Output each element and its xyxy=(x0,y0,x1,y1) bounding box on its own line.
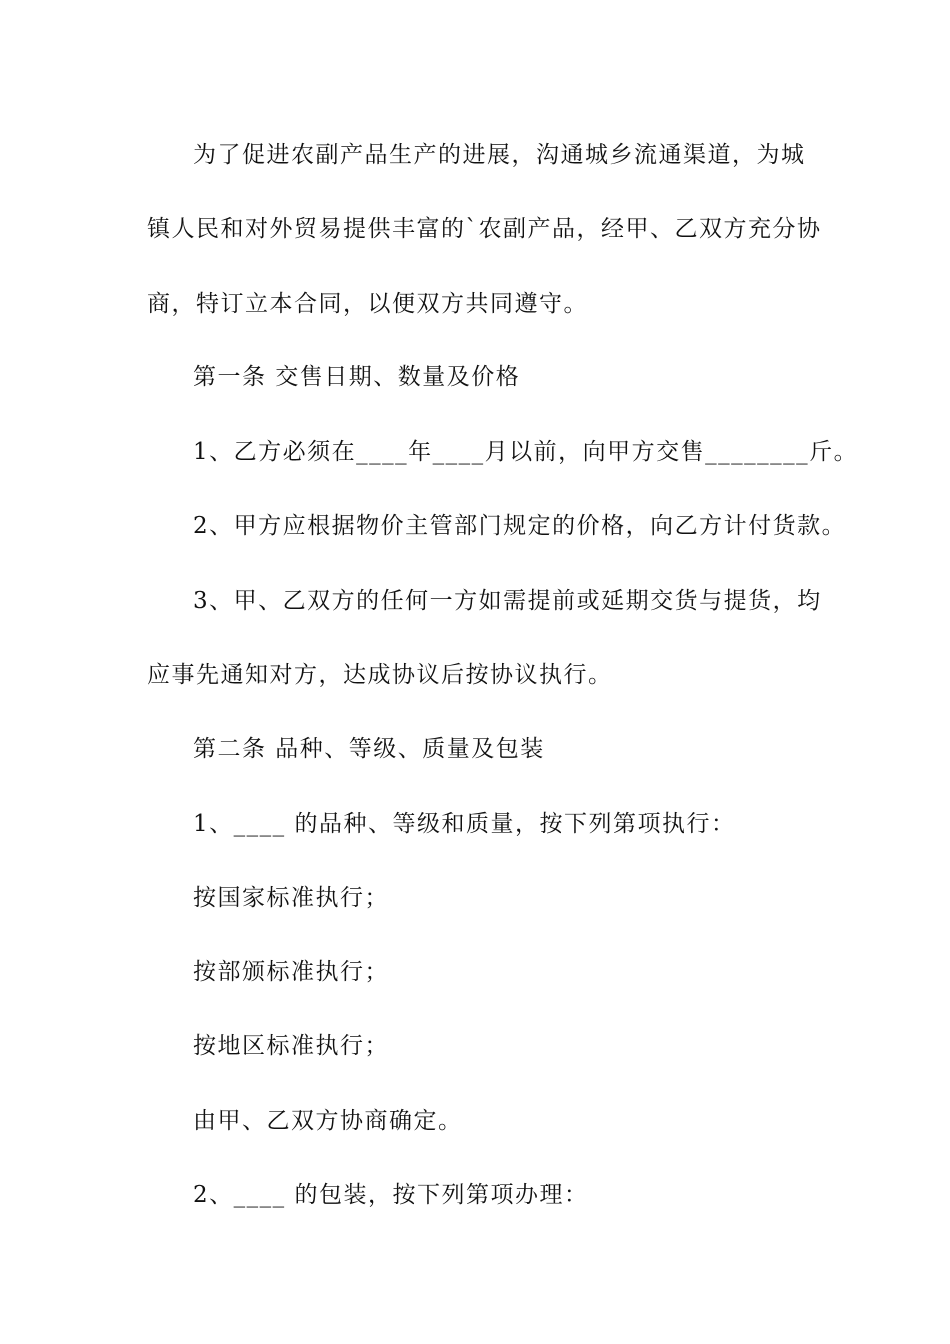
option-mutual-agreement: 由甲、乙双方协商确定。 xyxy=(193,1108,463,1134)
paragraph-line-3: 商，特订立本合同，以便双方共同遵守。 xyxy=(147,291,588,317)
option-national-standard: 按国家标准执行； xyxy=(193,885,389,911)
option-regional-standard: 按地区标准执行； xyxy=(193,1033,389,1059)
paragraph-line-1: 为了促进农副产品生产的进展，沟通城乡流通渠道，为城 xyxy=(193,142,806,168)
clause-1-1: 1、乙方必须在____年____月以前，向甲方交售________斤。 xyxy=(193,439,859,465)
clause-1-3-line-1: 3、甲、乙双方的任何一方如需提前或延期交货与提货，均 xyxy=(193,588,822,614)
article-2-heading: 第二条 品种、等级、质量及包装 xyxy=(193,736,545,762)
clause-1-2: 2、甲方应根据物价主管部门规定的价格，向乙方计付货款。 xyxy=(193,513,847,539)
article-1-heading: 第一条 交售日期、数量及价格 xyxy=(193,364,521,390)
clause-1-3-line-2: 应事先通知对方，达成协议后按协议执行。 xyxy=(147,662,613,688)
clause-2-1: 1、____ 的品种、等级和质量，按下列第项执行： xyxy=(193,811,736,837)
clause-2-2: 2、____ 的包装，按下列第项办理： xyxy=(193,1182,589,1208)
paragraph-line-2: 镇人民和对外贸易提供丰富的`农副产品，经甲、乙双方充分协 xyxy=(147,216,822,242)
option-ministry-standard: 按部颁标准执行； xyxy=(193,959,389,985)
